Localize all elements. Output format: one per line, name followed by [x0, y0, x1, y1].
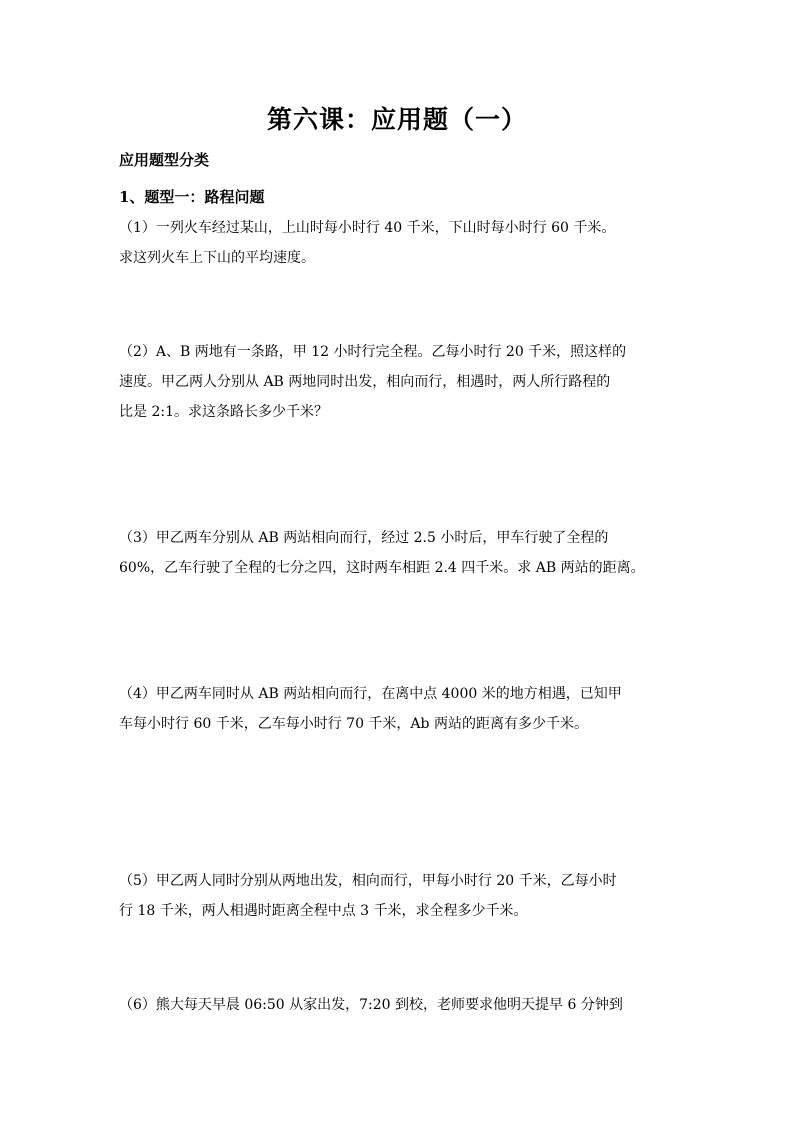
question-line: （4）甲乙两车同时从 AB 两站相向而行，在离中点 4000 米的地方相遇，已知甲: [119, 686, 622, 702]
question-line: （1）一列火车经过某山，上山时每小时行 40 千米，下山时每小时行 60 千米。: [119, 220, 616, 236]
question-6: [119, 990, 679, 1020]
question-5: [119, 866, 679, 926]
question-line: 车每小时行 60 千米，乙车每小时行 70 千米，Ab 两站的距离有多少千米。: [119, 716, 588, 732]
question-line: 60%，乙车行驶了全程的七分之四，这时两车相距 2.4 四千米。求 AB 两站的距离。: [119, 560, 645, 576]
question-line: （3）甲乙两车分别从 AB 两站相向而行，经过 2.5 小时后，甲车行驶了全程的: [119, 530, 609, 546]
question-line: （5）甲乙两人同时分别从两地出发，相向而行，甲每小时行 20 千米，乙每小时: [119, 873, 617, 889]
question-line: 比是 2:1。求这条路长多少千米？: [119, 404, 328, 420]
subsection-heading: 1、题型一：路程问题: [119, 188, 265, 206]
question-line: 求这列火车上下山的平均速度。: [119, 250, 315, 266]
section-heading: 应用题型分类: [119, 151, 210, 169]
question-line: 速度。甲乙两人分别从 AB 两地同时出发，相向而行，相遇时，两人所行路程的: [119, 374, 611, 390]
question-3: [119, 523, 679, 583]
question-line: （6）熊大每天早晨 06:50 从家出发，7:20 到校，老师要求他明天提早 6 分钟到: [119, 997, 623, 1013]
question-line: 行 18 千米，两人相遇时距离全程中点 3 千米，求全程多少千米。: [119, 903, 528, 919]
question-4: [119, 679, 679, 739]
question-line: （2）A、B 两地有一条路，甲 12 小时行完全程。乙每小时行 20 千米，照这样的: [119, 344, 627, 360]
question-1: [119, 213, 679, 273]
question-2: [119, 337, 679, 427]
page-title: 第六课：应用题（一）: [266, 105, 527, 134]
